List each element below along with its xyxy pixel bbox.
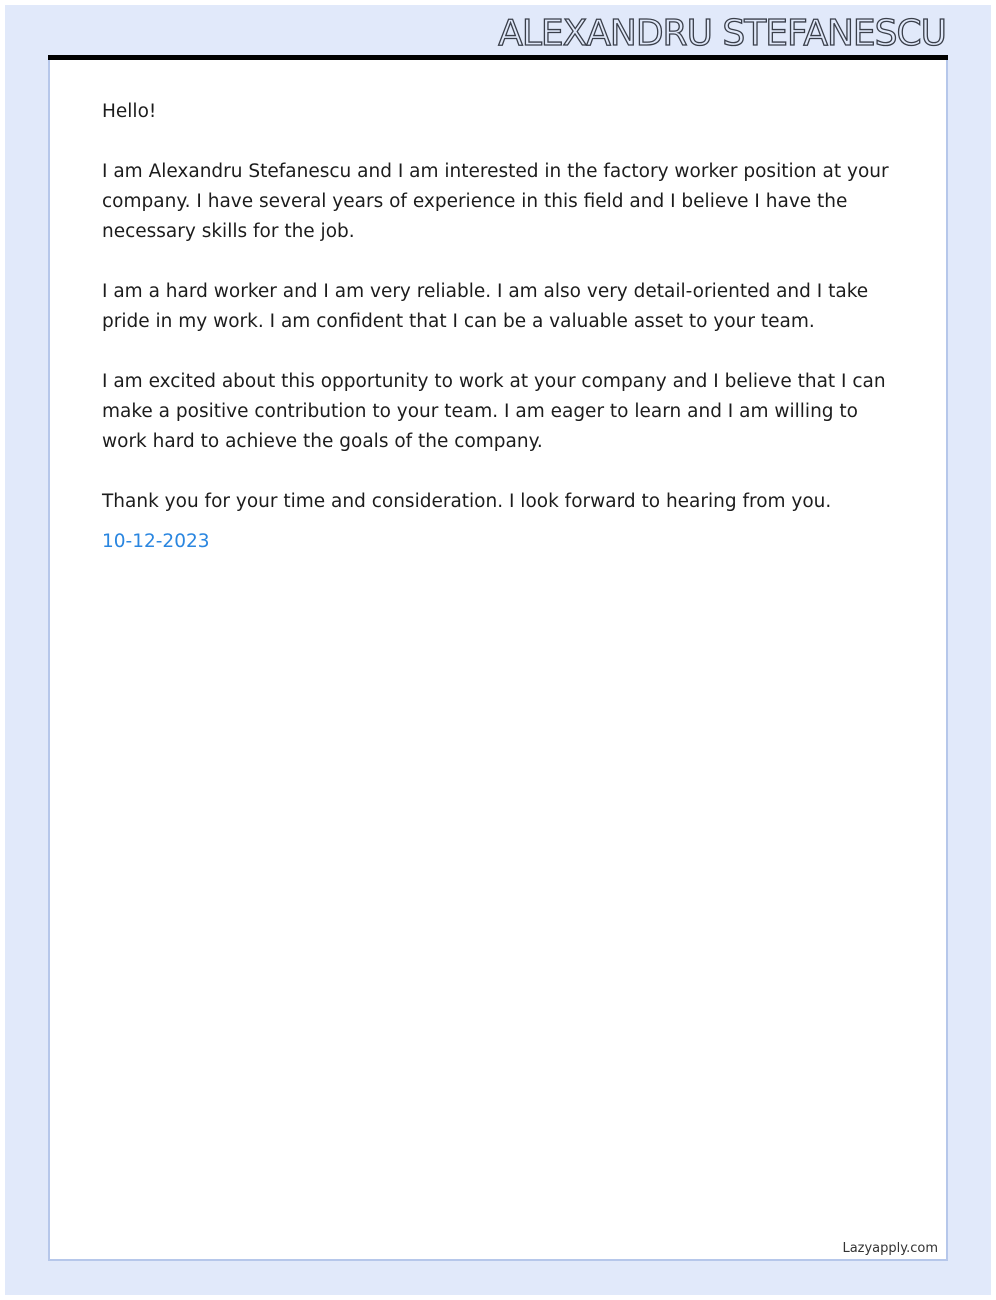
applicant-name-heading: ALEXANDRU STEFANESCU <box>498 13 946 54</box>
letter-paragraph-1: I am Alexandru Stefanescu and I am interested in the factory worker position at your company. I have several years of experience in this field and I believe I have the necessary skills for the job. <box>102 161 889 242</box>
letter-closing: Thank you for your time and consideration. I look forward to hearing from you. <box>102 491 832 512</box>
letter-greeting: Hello! <box>102 101 157 122</box>
letter-body <box>102 97 902 557</box>
letter-paragraph-3: I am excited about this opportunity to work at your company and I believe that I can make a positive contribution to your team. I am eager to learn and I am willing to work hard to achieve the goals of the company. <box>102 371 886 452</box>
letter-date: 10-12-2023 <box>102 531 210 552</box>
cover-letter-sheet <box>48 60 948 1261</box>
letter-paragraph-2: I am a hard worker and I am very reliable. I am also very detail-oriented and I take pride in my work. I am confident that I can be a valuable asset to your team. <box>102 281 869 332</box>
footer-brand-text: Lazyapply.com <box>842 1241 938 1256</box>
